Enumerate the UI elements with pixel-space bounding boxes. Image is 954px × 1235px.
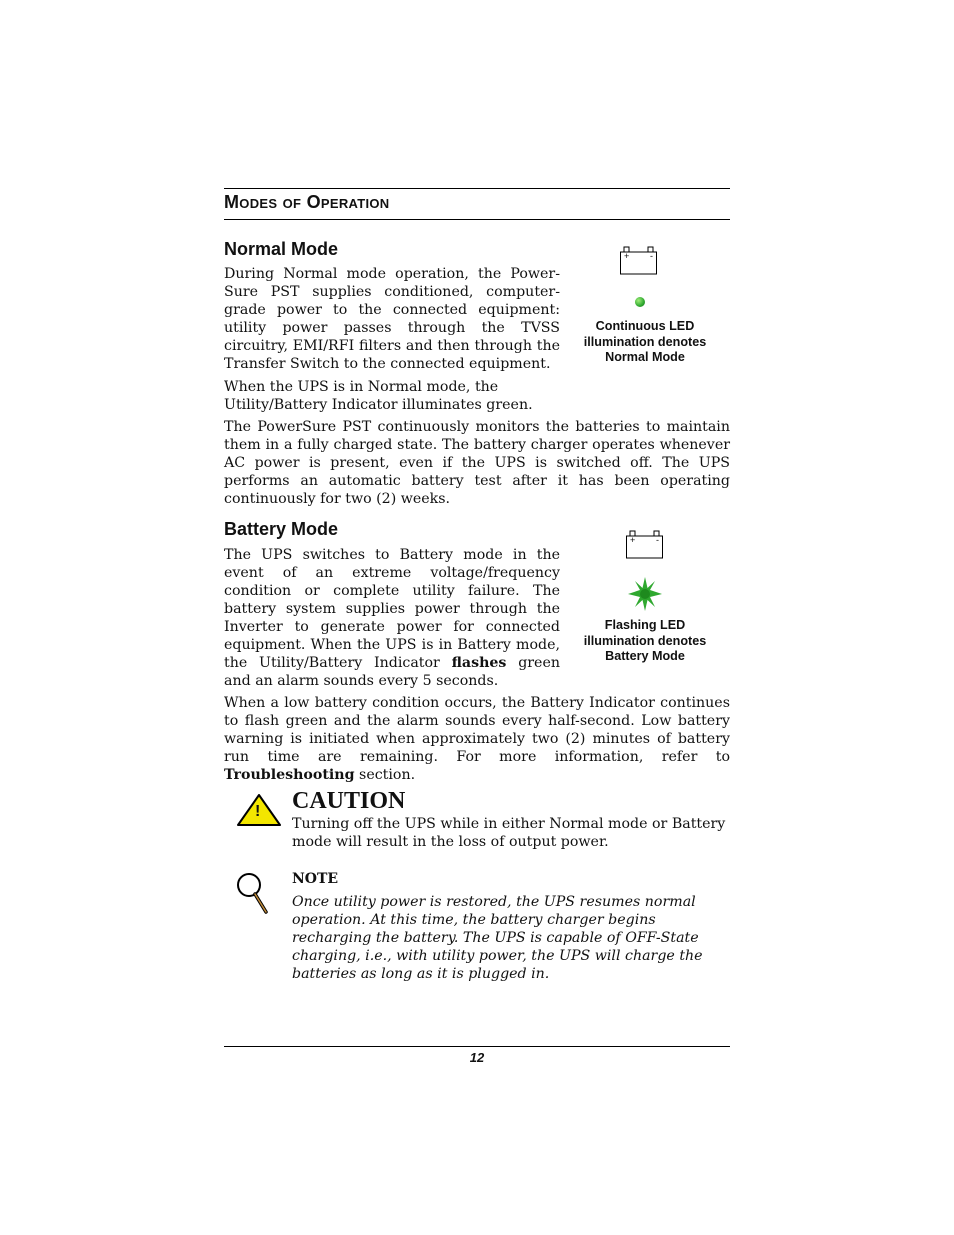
battery-mode-caption bbox=[565, 618, 725, 665]
green-led-continuous-icon bbox=[635, 297, 645, 307]
caption-line: Flashing LED bbox=[604, 618, 686, 632]
battery-icon-battery-mode bbox=[626, 530, 664, 560]
note-text: Once utility power is restored, the UPS resumes normal operation. At this time, the battery charger begins recharging the battery. The UPS is capable of OFF-State charging, i.e., with utility power, the UPS will charge the batteries as long as it is plugged in. bbox=[292, 894, 703, 982]
page-number: 12 bbox=[469, 1050, 485, 1065]
normal-mode-caption bbox=[565, 319, 725, 366]
caption-line: Continuous LED bbox=[595, 319, 695, 333]
note-title: NOTE bbox=[292, 871, 339, 887]
battery-mode-text-b: green and an alarm sounds every 5 seconds. bbox=[224, 655, 560, 689]
battery-mode-heading: Battery Mode bbox=[224, 519, 339, 539]
caption-line: Battery Mode bbox=[605, 649, 685, 663]
battery-minus-label: - bbox=[656, 535, 659, 545]
top-rule bbox=[224, 188, 730, 189]
title-underline bbox=[224, 219, 730, 220]
battery-plus-label: + bbox=[624, 251, 630, 261]
green-led-flashing-icon bbox=[628, 577, 662, 611]
caption-line: illumination denotes bbox=[583, 633, 707, 648]
battery-plus-label: + bbox=[630, 535, 636, 545]
battery-mode-paragraph-1 bbox=[224, 546, 560, 690]
caption-line: illumination denotes bbox=[583, 334, 707, 349]
battery-mode-text-a: The UPS switches to Battery mode in the event of an extreme voltage/frequency condition or complete utility failure. The battery system supplies power through the Inverter to generate power for connected equipment. When the UPS is in Battery mode, the Utility/Battery Indicator bbox=[224, 547, 560, 671]
troubleshooting-reference: Troubleshooting bbox=[224, 767, 355, 783]
magnifier-note-icon bbox=[236, 872, 270, 916]
normal-mode-heading: Normal Mode bbox=[224, 239, 339, 259]
low-battery-text-b: section. bbox=[354, 767, 416, 783]
caption-line: Normal Mode bbox=[605, 350, 685, 364]
battery-minus-label: - bbox=[650, 251, 653, 261]
section-title: Modes of Operation bbox=[224, 192, 390, 212]
caution-text: Turning off the UPS while in either Normal mode or Battery mode will result in the loss of output power. bbox=[292, 816, 726, 850]
battery-mode-paragraph-2 bbox=[224, 694, 730, 784]
footer-rule bbox=[224, 1046, 730, 1047]
normal-mode-paragraph-2: When the UPS is in Normal mode, the Utility/Battery Indicator illuminates green. bbox=[224, 379, 533, 413]
normal-mode-paragraph-1: During Normal mode operation, the Power-Sure PST supplies conditioned, computer-grade power to the connected equipment: utility power passes through the TVSS circuitry, EMI/RFI filters and then through the Transfer Switch to the connected equipment. bbox=[224, 266, 560, 372]
caution-warning-icon bbox=[236, 793, 282, 827]
low-battery-text-a: When a low battery condition occurs, the Battery Indicator continues to flash green and the alarm sounds every half-second. Low battery warning is initiated when approximately two (2) minutes of battery run time are remaining. For more information, refer to bbox=[224, 695, 730, 765]
caution-exclamation: ! bbox=[255, 803, 261, 820]
flashes-emphasis: flashes bbox=[451, 655, 507, 671]
normal-mode-paragraph-3: The PowerSure PST continuously monitors the batteries to maintain them in a fully charged state. The battery charger operates whenever AC power is present, even if the UPS is switched off. The UPS performs an automatic battery test after it has been operating continuously for two (2) weeks. bbox=[224, 419, 730, 507]
caution-title: CAUTION bbox=[292, 788, 406, 814]
battery-icon-normal bbox=[620, 246, 658, 276]
